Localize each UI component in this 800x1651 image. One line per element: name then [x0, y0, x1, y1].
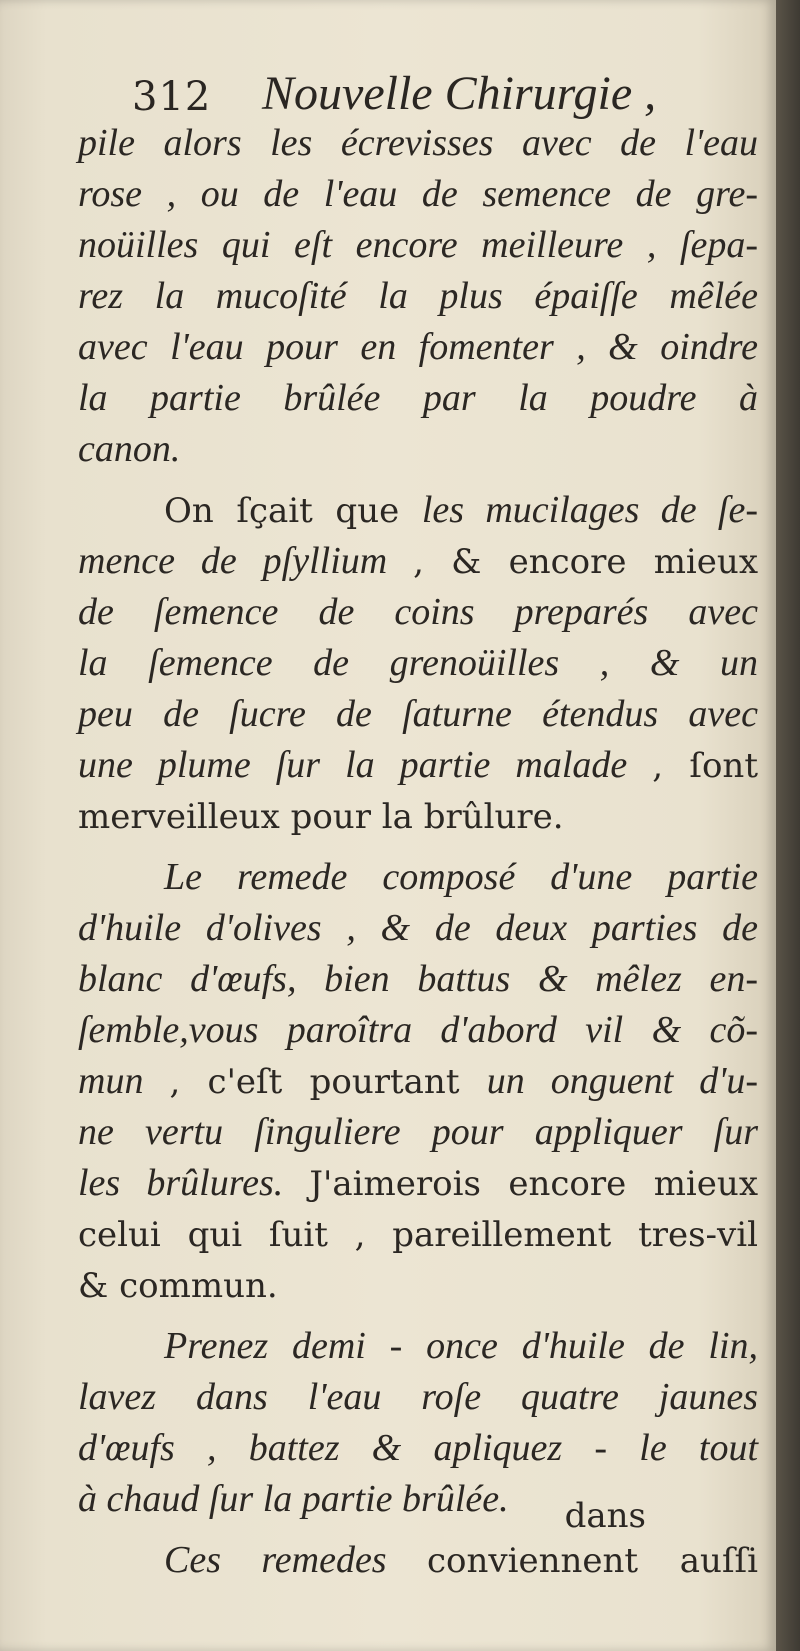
paragraph-gap: [78, 842, 758, 852]
italic-text: de ſemence de coins preparés avec: [78, 591, 758, 633]
text-line: [78, 373, 758, 424]
text-line: [78, 638, 758, 689]
text-line: [78, 1321, 758, 1372]
text-line: [78, 954, 758, 1005]
paragraph-gap: [78, 1311, 758, 1321]
italic-text: peu de ſucre de ſaturne étendus avec: [78, 693, 758, 735]
text-line: [78, 903, 758, 954]
text-line: [78, 587, 758, 638]
italic-text: ſemble,vous paroîtra d'abord vil & cõ-: [78, 1009, 758, 1051]
text-line: [78, 1107, 758, 1158]
roman-text: celui qui ſuit , pareillement tres-vil: [78, 1215, 758, 1255]
catchword: dans: [564, 1496, 646, 1536]
italic-text: avec l'eau pour en fomenter , & oindre: [78, 326, 758, 368]
text-line: [78, 1372, 758, 1423]
italic-text: Ces remedes: [164, 1539, 427, 1581]
text-line: [78, 852, 758, 903]
italic-text: Prenez demi - once d'huile de lin,: [164, 1325, 758, 1367]
text-line: [78, 791, 758, 842]
italic-text: la partie brûlée par la poudre à: [78, 377, 758, 419]
roman-text: , c'eſt pourtant: [169, 1062, 487, 1102]
italic-text: un onguent d'u-: [486, 1060, 758, 1102]
text-line: [78, 1056, 758, 1107]
italic-text: ne vertu ſinguliere pour appliquer ſur: [78, 1111, 758, 1153]
running-head: Nouvelle Chirurgie ,: [262, 67, 657, 120]
text-line: [78, 1158, 758, 1209]
roman-text: , ſont: [652, 746, 758, 786]
body-text: [78, 118, 758, 1586]
paragraph-gap: [78, 475, 758, 485]
text-line: [78, 1209, 758, 1260]
text-line: [78, 1423, 758, 1474]
text-line: [78, 740, 758, 791]
text-line: [78, 485, 758, 536]
text-line: [78, 169, 758, 220]
paragraph-gap: [78, 1525, 758, 1535]
text-line: [78, 220, 758, 271]
italic-text: d'œufs , battez & apliquez - le tout: [78, 1427, 758, 1469]
italic-text: rose , ou de l'eau de semence de gre-: [78, 173, 758, 215]
roman-text: On ſçait que: [164, 491, 422, 531]
text-line: [78, 1005, 758, 1056]
page-number: 312: [132, 74, 212, 120]
roman-text: merveilleux pour la brûlure.: [78, 797, 564, 837]
italic-text: d'huile d'olives , & de deux parties de: [78, 907, 758, 949]
text-line: [78, 1535, 758, 1586]
italic-text: les brûlures.: [78, 1162, 310, 1204]
text-line: [78, 322, 758, 373]
italic-text: canon.: [78, 428, 181, 470]
italic-text: mun: [78, 1060, 170, 1102]
italic-text: mence de pſyllium: [78, 540, 414, 582]
text-line: [78, 536, 758, 587]
italic-text: à chaud ſur la partie brûlée.: [78, 1478, 509, 1520]
text-line: [78, 689, 758, 740]
italic-text: rez la mucoſité la plus épaiſſe mêlée: [78, 275, 758, 317]
italic-text: lavez dans l'eau roſe quatre jaunes: [78, 1376, 758, 1418]
roman-text: conviennent auſſi: [427, 1541, 758, 1581]
italic-text: une plume ſur la partie malade: [78, 744, 653, 786]
italic-text: blanc d'œufs, bien battus & mêlez en-: [78, 958, 758, 1000]
text-line: [78, 1474, 758, 1525]
italic-text: noüilles qui eſt encore meilleure , ſepa-: [78, 224, 758, 266]
text-line: [78, 424, 758, 475]
roman-text: J'aimerois encore mieux: [309, 1164, 759, 1204]
roman-text: , & encore mieux: [413, 542, 758, 582]
text-line: [78, 1260, 758, 1311]
italic-text: Le remede composé d'une partie: [164, 856, 758, 898]
italic-text: la ſemence de grenoüilles , & un: [78, 642, 758, 684]
text-line: [78, 271, 758, 322]
page-edge-shadow: [776, 0, 800, 1651]
italic-text: les mucilages de ſe-: [421, 489, 759, 531]
page-header: [132, 66, 692, 126]
roman-text: & commun.: [78, 1266, 278, 1306]
text-line: [78, 118, 758, 169]
italic-text: pile alors les écrevisses avec de l'eau: [78, 122, 758, 164]
